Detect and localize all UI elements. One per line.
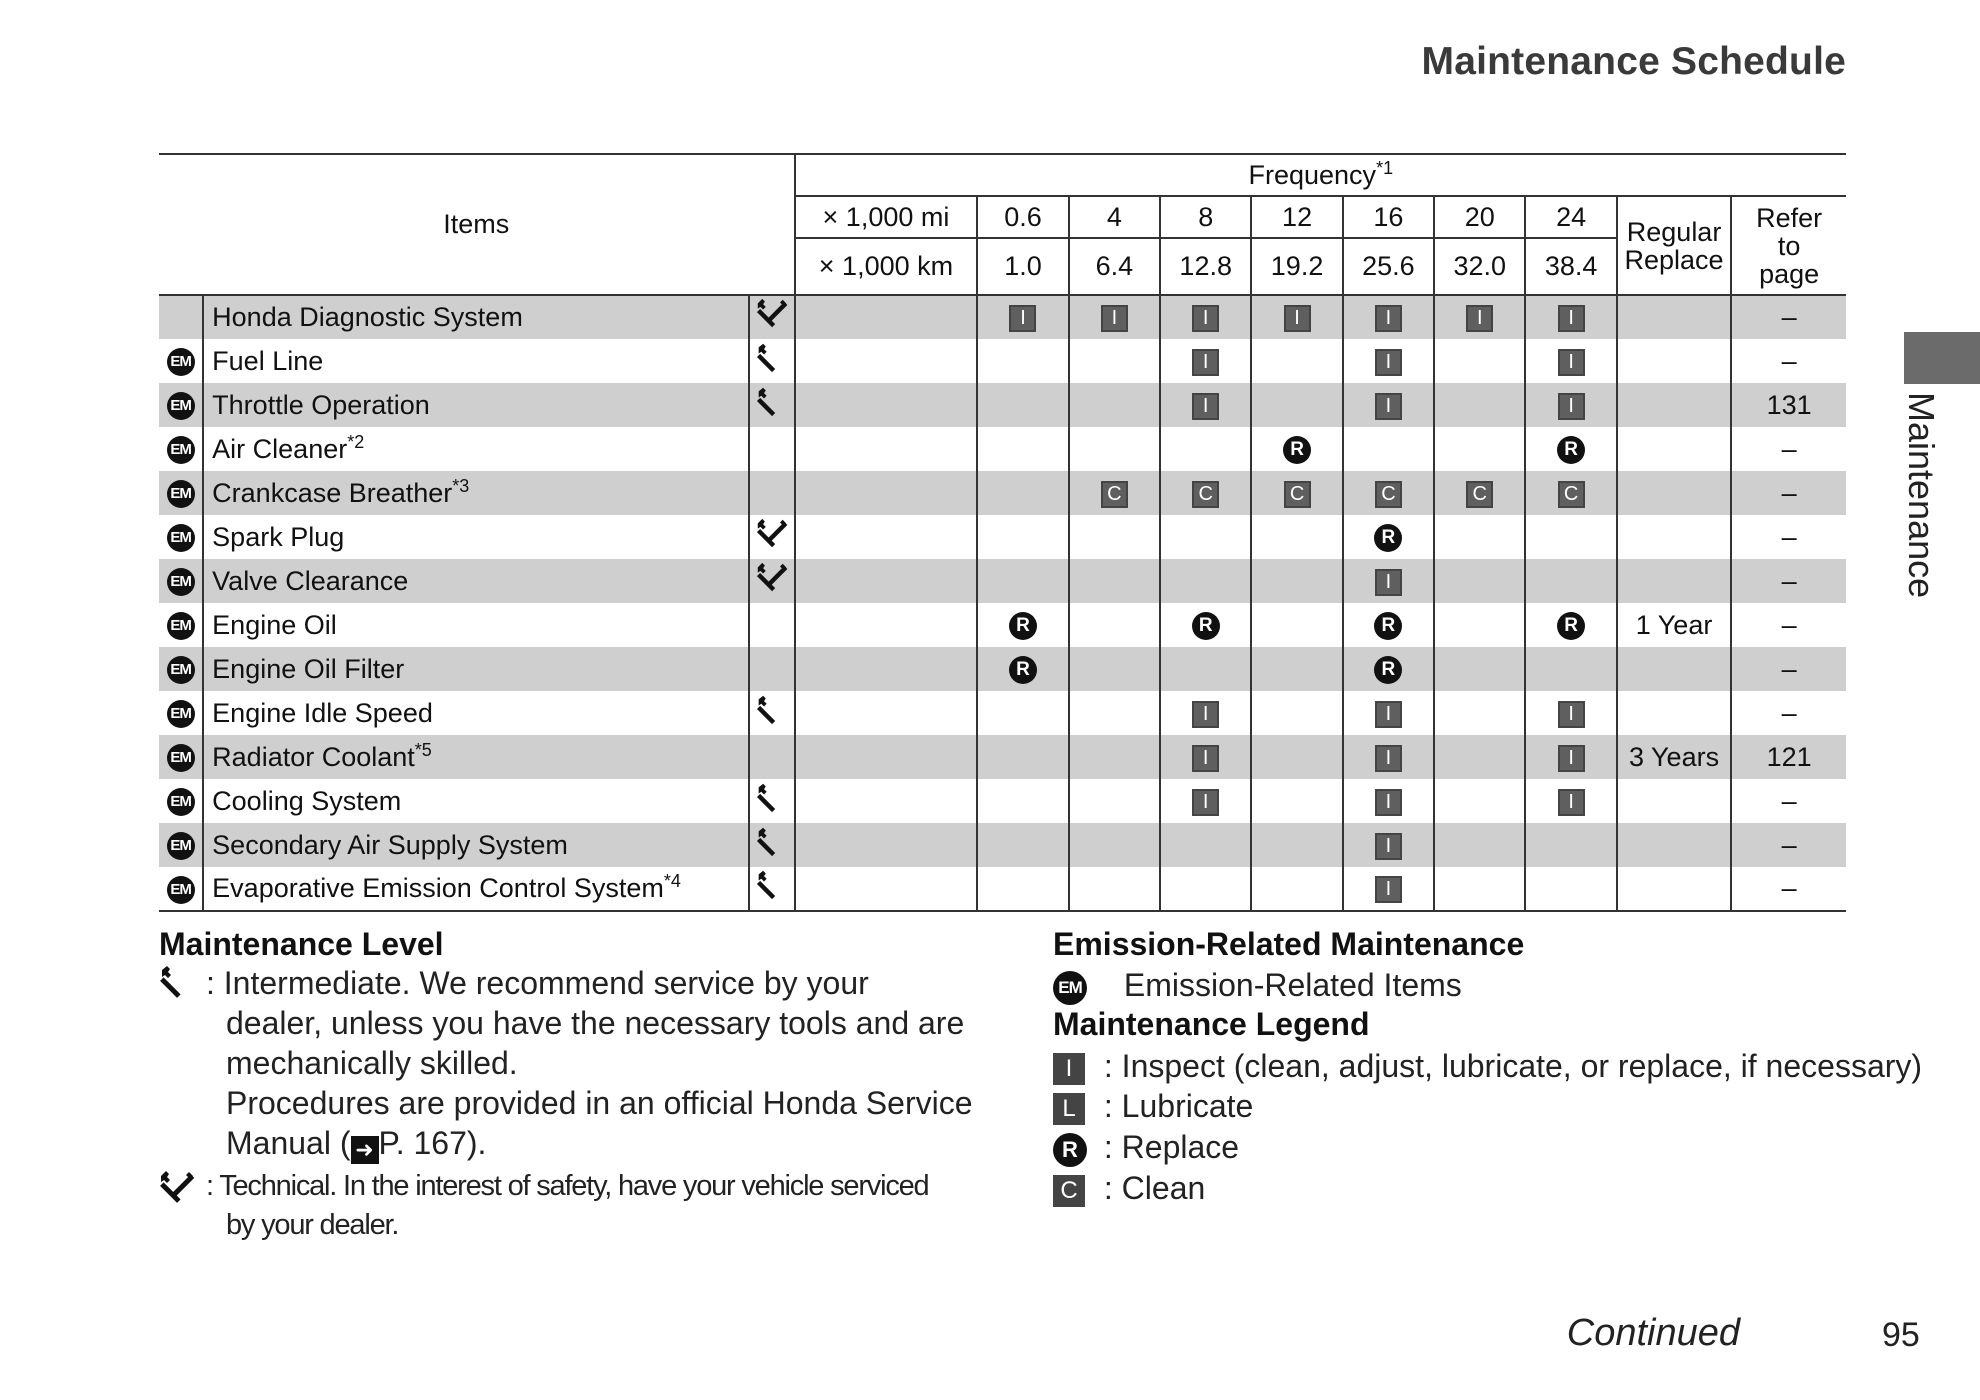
clean-icon: C xyxy=(1192,481,1219,508)
level-cell xyxy=(749,735,794,779)
unit-cell xyxy=(795,515,978,559)
regular-replace-cell xyxy=(1617,339,1731,383)
schedule-cell xyxy=(1525,383,1616,427)
emission-badge-icon: EM xyxy=(167,700,195,728)
item-name: Honda Diagnostic System xyxy=(203,295,749,339)
table-row xyxy=(159,427,1846,471)
schedule-cell xyxy=(1525,295,1616,339)
inspect-icon: I xyxy=(1558,393,1585,420)
item-name: Crankcase Breather$^{*3}$ xyxy=(203,471,749,515)
unit-cell xyxy=(795,867,978,911)
technical-tools-icon xyxy=(749,515,794,559)
intermediate-wrench-icon xyxy=(749,691,794,735)
table-row xyxy=(159,603,1846,647)
schedule-cell xyxy=(1525,339,1616,383)
schedule-cell xyxy=(1525,515,1616,559)
clean-icon: C xyxy=(1558,481,1585,508)
mi-value: 16 xyxy=(1343,196,1434,238)
regular-replace-cell xyxy=(1617,823,1731,867)
km-value: 32.0 xyxy=(1434,238,1525,295)
schedule-cell xyxy=(1251,735,1342,779)
schedule-cell xyxy=(1069,383,1160,427)
schedule-cell xyxy=(1434,823,1525,867)
schedule-cell xyxy=(1069,515,1160,559)
schedule-cell xyxy=(1160,471,1251,515)
emission-cell xyxy=(159,471,203,515)
schedule-cell xyxy=(1251,471,1342,515)
schedule-cell xyxy=(1434,867,1525,911)
table-row xyxy=(159,647,1846,691)
emission-badge-icon: EM xyxy=(167,436,195,464)
unit-km-label: × 1,000 km xyxy=(795,238,978,295)
item-name: Engine Oil xyxy=(203,603,749,647)
inspect-icon: I xyxy=(1375,569,1402,596)
inspect-icon: I xyxy=(1192,305,1219,332)
emission-badge-icon: EM xyxy=(167,612,195,640)
replace-icon: R xyxy=(1557,436,1585,464)
inspect-icon: I xyxy=(1558,745,1585,772)
inspect-icon: I xyxy=(1009,305,1036,332)
table-row xyxy=(159,383,1846,427)
refer-page-cell: – xyxy=(1731,867,1846,911)
item-name: Spark Plug xyxy=(203,515,749,559)
schedule-cell xyxy=(1343,867,1434,911)
table-row xyxy=(159,559,1846,603)
intermediate-wrench-icon xyxy=(749,339,794,383)
refer-page-cell: – xyxy=(1731,427,1846,471)
intermediate-wrench-icon xyxy=(749,867,794,911)
inspect-icon: I xyxy=(1375,349,1402,376)
table-row xyxy=(159,471,1846,515)
technical-tools-icon xyxy=(749,559,794,603)
page-number: 95 xyxy=(1882,1316,1920,1354)
intermediate-text-1: : Intermediate. We recommend service by your xyxy=(206,965,869,1001)
schedule-cell xyxy=(1343,691,1434,735)
regular-replace-cell xyxy=(1617,383,1731,427)
continued-label: Continued xyxy=(1566,1312,1740,1354)
emission-badge-icon: EM xyxy=(167,524,195,552)
schedule-cell xyxy=(1251,647,1342,691)
schedule-cell xyxy=(1343,603,1434,647)
schedule-cell xyxy=(1160,383,1251,427)
regular-replace-header: Regular Replace xyxy=(1617,196,1731,295)
schedule-cell xyxy=(1069,559,1160,603)
unit-cell xyxy=(795,823,978,867)
technical-text-1: : Technical. In the interest of safety, have your vehicle serviced xyxy=(206,1170,929,1202)
emission-cell xyxy=(159,295,203,339)
refer-page-cell: – xyxy=(1731,515,1846,559)
inspect-icon: I xyxy=(1558,305,1585,332)
table-row xyxy=(159,339,1846,383)
schedule-cell xyxy=(1343,515,1434,559)
replace-icon: R xyxy=(1557,612,1585,640)
schedule-cell xyxy=(1525,559,1616,603)
schedule-cell xyxy=(977,867,1068,911)
level-cell xyxy=(749,647,794,691)
table-row xyxy=(159,867,1846,911)
unit-mi-label: × 1,000 mi xyxy=(795,196,978,238)
schedule-cell xyxy=(977,691,1068,735)
schedule-cell xyxy=(1525,779,1616,823)
regular-replace-cell xyxy=(1617,559,1731,603)
mi-value: 0.6 xyxy=(977,196,1068,238)
schedule-cell xyxy=(1434,559,1525,603)
inspect-icon: I xyxy=(1375,393,1402,420)
legend-clean: C : Clean xyxy=(1053,1170,1205,1207)
inspect-icon: I xyxy=(1053,1053,1085,1085)
schedule-cell xyxy=(1434,427,1525,471)
replace-icon: R xyxy=(1374,524,1402,552)
unit-cell xyxy=(795,471,978,515)
emission-cell xyxy=(159,383,203,427)
refer-page-cell: – xyxy=(1731,603,1846,647)
schedule-cell xyxy=(1343,295,1434,339)
item-name: Secondary Air Supply System xyxy=(203,823,749,867)
inspect-icon: I xyxy=(1375,833,1402,860)
schedule-cell xyxy=(1069,735,1160,779)
manual-reference[interactable]: Manual ( ➜ P. 167). xyxy=(226,1125,487,1162)
item-name: Evaporative Emission Control System$^{*4}$ xyxy=(203,867,749,911)
schedule-cell xyxy=(1069,427,1160,471)
intermediate-text-4: Procedures are provided in an official Honda Service xyxy=(226,1085,973,1121)
intermediate-wrench-icon xyxy=(749,383,794,427)
schedule-cell xyxy=(1251,383,1342,427)
schedule-cell xyxy=(1160,735,1251,779)
refer-page-cell: – xyxy=(1731,295,1846,339)
table-row xyxy=(159,691,1846,735)
level-cell xyxy=(749,603,794,647)
inspect-icon: I xyxy=(1558,349,1585,376)
schedule-cell xyxy=(1525,603,1616,647)
schedule-cell xyxy=(1069,295,1160,339)
schedule-cell xyxy=(1160,427,1251,471)
schedule-cell xyxy=(1251,867,1342,911)
legend-lubricate: L : Lubricate xyxy=(1053,1088,1253,1125)
schedule-cell xyxy=(1434,603,1525,647)
refer-page-cell[interactable]: 131 xyxy=(1731,383,1846,427)
schedule-cell xyxy=(1160,867,1251,911)
schedule-cell xyxy=(977,339,1068,383)
schedule-cell xyxy=(977,295,1068,339)
schedule-cell xyxy=(1434,647,1525,691)
clean-icon: C xyxy=(1284,481,1311,508)
schedule-cell xyxy=(1343,823,1434,867)
schedule-cell xyxy=(1251,823,1342,867)
clean-icon: C xyxy=(1375,481,1402,508)
unit-cell xyxy=(795,779,978,823)
unit-cell xyxy=(795,603,978,647)
inspect-icon: I xyxy=(1558,701,1585,728)
legend-inspect: I : Inspect (clean, adjust, lubricate, or replace, if necessary) xyxy=(1053,1048,1922,1085)
emission-badge-icon: EM xyxy=(167,656,195,684)
intermediate-text-3: mechanically skilled. xyxy=(226,1045,518,1081)
table-row xyxy=(159,295,1846,339)
intermediate-level-icon xyxy=(159,964,195,1008)
intermediate-wrench-icon xyxy=(749,779,794,823)
schedule-cell xyxy=(1525,691,1616,735)
emission-title: Emission-Related Maintenance xyxy=(1053,926,1525,962)
schedule-cell xyxy=(977,779,1068,823)
schedule-cell xyxy=(1434,515,1525,559)
km-value: 25.6 xyxy=(1343,238,1434,295)
schedule-cell xyxy=(1343,471,1434,515)
schedule-cell xyxy=(1069,471,1160,515)
mi-value: 8 xyxy=(1160,196,1251,238)
intermediate-text-2: dealer, unless you have the necessary tools and are xyxy=(226,1005,965,1041)
replace-icon: R xyxy=(1009,612,1037,640)
regular-replace-cell xyxy=(1617,867,1731,911)
schedule-cell xyxy=(1160,295,1251,339)
schedule-cell xyxy=(1434,691,1525,735)
emission-cell xyxy=(159,515,203,559)
schedule-cell xyxy=(1434,735,1525,779)
lubricate-icon: L xyxy=(1053,1093,1085,1125)
inspect-icon: I xyxy=(1466,305,1493,332)
refer-page-cell: – xyxy=(1731,691,1846,735)
inspect-icon: I xyxy=(1192,701,1219,728)
emission-badge-icon: EM xyxy=(167,788,195,816)
regular-replace-cell xyxy=(1617,779,1731,823)
schedule-cell xyxy=(1251,427,1342,471)
km-value: 19.2 xyxy=(1251,238,1342,295)
refer-page-cell: – xyxy=(1731,779,1846,823)
regular-replace-cell xyxy=(1617,295,1731,339)
regular-replace-cell: 1 Year xyxy=(1617,603,1731,647)
item-name: Fuel Line xyxy=(203,339,749,383)
schedule-cell xyxy=(977,735,1068,779)
mi-value: 12 xyxy=(1251,196,1342,238)
replace-icon: R xyxy=(1283,436,1311,464)
unit-cell xyxy=(795,735,978,779)
item-name: Engine Oil Filter xyxy=(203,647,749,691)
inspect-icon: I xyxy=(1192,789,1219,816)
schedule-cell xyxy=(1251,339,1342,383)
emission-badge-icon: EM xyxy=(167,480,195,508)
schedule-cell xyxy=(1525,647,1616,691)
schedule-cell xyxy=(1434,339,1525,383)
frequency-header: Frequency$^{*1}$ xyxy=(795,154,1846,196)
km-value: 38.4 xyxy=(1525,238,1616,295)
schedule-cell xyxy=(1069,779,1160,823)
replace-icon: R xyxy=(1374,612,1402,640)
schedule-cell xyxy=(977,559,1068,603)
regular-replace-cell xyxy=(1617,647,1731,691)
table-row xyxy=(159,515,1846,559)
inspect-icon: I xyxy=(1375,745,1402,772)
schedule-cell xyxy=(977,823,1068,867)
unit-cell xyxy=(795,383,978,427)
schedule-cell xyxy=(977,515,1068,559)
schedule-cell xyxy=(1251,779,1342,823)
km-value: 12.8 xyxy=(1160,238,1251,295)
regular-replace-cell: 3 Years xyxy=(1617,735,1731,779)
schedule-cell xyxy=(1069,339,1160,383)
schedule-cell xyxy=(1160,691,1251,735)
replace-icon: R xyxy=(1192,612,1220,640)
emission-badge-icon: EM xyxy=(167,876,195,904)
refer-page-header: Refer to page xyxy=(1731,196,1846,295)
regular-replace-cell xyxy=(1617,471,1731,515)
regular-replace-cell xyxy=(1617,691,1731,735)
schedule-cell xyxy=(1343,647,1434,691)
schedule-cell xyxy=(1251,515,1342,559)
schedule-cell xyxy=(1069,647,1160,691)
schedule-cell xyxy=(1434,383,1525,427)
emission-badge-icon: EM xyxy=(167,392,195,420)
unit-cell xyxy=(795,647,978,691)
km-value: 6.4 xyxy=(1069,238,1160,295)
emission-badge-icon: EM xyxy=(167,348,195,376)
emission-cell xyxy=(159,735,203,779)
schedule-cell xyxy=(1160,339,1251,383)
emission-cell xyxy=(159,867,203,911)
item-name: Valve Clearance xyxy=(203,559,749,603)
emission-legend-item: EM Emission-Related Items xyxy=(1053,967,1462,1005)
replace-icon: R xyxy=(1009,656,1037,684)
schedule-cell xyxy=(1525,867,1616,911)
refer-page-cell: – xyxy=(1731,339,1846,383)
refer-page-cell[interactable]: 121 xyxy=(1731,735,1846,779)
schedule-cell xyxy=(977,471,1068,515)
schedule-cell xyxy=(1525,823,1616,867)
item-name: Air Cleaner$^{*2}$ xyxy=(203,427,749,471)
inspect-icon: I xyxy=(1192,745,1219,772)
unit-cell xyxy=(795,427,978,471)
schedule-cell xyxy=(1251,559,1342,603)
schedule-cell xyxy=(1343,427,1434,471)
item-name: Throttle Operation xyxy=(203,383,749,427)
unit-cell xyxy=(795,295,978,339)
schedule-cell xyxy=(977,603,1068,647)
unit-cell xyxy=(795,559,978,603)
refer-page-cell: – xyxy=(1731,823,1846,867)
emission-cell xyxy=(159,647,203,691)
schedule-cell xyxy=(1525,471,1616,515)
refer-page-cell: – xyxy=(1731,647,1846,691)
emission-cell xyxy=(159,823,203,867)
inspect-icon: I xyxy=(1375,305,1402,332)
emission-cell xyxy=(159,779,203,823)
clean-icon: C xyxy=(1053,1175,1085,1207)
page-title: Maintenance Schedule xyxy=(1421,40,1846,83)
schedule-cell xyxy=(1434,471,1525,515)
refer-page-cell: – xyxy=(1731,471,1846,515)
table-row xyxy=(159,735,1846,779)
regular-replace-cell xyxy=(1617,515,1731,559)
schedule-cell xyxy=(1525,427,1616,471)
schedule-cell xyxy=(977,383,1068,427)
schedule-cell xyxy=(1160,559,1251,603)
clean-icon: C xyxy=(1101,481,1128,508)
emission-badge-icon: EM xyxy=(1053,971,1087,1005)
emission-badge-icon: EM xyxy=(167,568,195,596)
schedule-cell xyxy=(1160,823,1251,867)
table-row xyxy=(159,779,1846,823)
km-value: 1.0 xyxy=(977,238,1068,295)
schedule-cell xyxy=(1343,339,1434,383)
inspect-icon: I xyxy=(1101,305,1128,332)
section-tab-label: Maintenance xyxy=(1901,392,1942,599)
schedule-cell xyxy=(1343,735,1434,779)
page-ref-arrow-icon: ➜ xyxy=(351,1136,379,1164)
inspect-icon: I xyxy=(1192,393,1219,420)
technical-tools-icon xyxy=(749,295,794,339)
inspect-icon: I xyxy=(1558,789,1585,816)
emission-cell xyxy=(159,603,203,647)
replace-icon: R xyxy=(1374,656,1402,684)
mi-value: 24 xyxy=(1525,196,1616,238)
mi-value: 20 xyxy=(1434,196,1525,238)
items-header: Items xyxy=(159,154,795,295)
schedule-cell xyxy=(1343,383,1434,427)
schedule-cell xyxy=(1160,515,1251,559)
inspect-icon: I xyxy=(1375,701,1402,728)
level-cell xyxy=(749,427,794,471)
schedule-cell xyxy=(1251,691,1342,735)
schedule-cell xyxy=(1069,603,1160,647)
unit-cell xyxy=(795,691,978,735)
unit-cell xyxy=(795,339,978,383)
maintenance-level-title: Maintenance Level xyxy=(159,926,444,962)
schedule-cell xyxy=(1434,295,1525,339)
schedule-cell xyxy=(1343,779,1434,823)
inspect-icon: I xyxy=(1375,876,1402,903)
intermediate-wrench-icon xyxy=(749,823,794,867)
inspect-icon: I xyxy=(1192,349,1219,376)
schedule-cell xyxy=(1251,295,1342,339)
item-name: Engine Idle Speed xyxy=(203,691,749,735)
schedule-cell xyxy=(1343,559,1434,603)
schedule-cell xyxy=(1160,779,1251,823)
inspect-icon: I xyxy=(1284,305,1311,332)
regular-replace-cell xyxy=(1617,427,1731,471)
level-cell xyxy=(749,471,794,515)
emission-badge-icon: EM xyxy=(167,832,195,860)
schedule-cell xyxy=(1251,603,1342,647)
schedule-cell xyxy=(1160,603,1251,647)
mi-value: 4 xyxy=(1069,196,1160,238)
schedule-cell xyxy=(1525,735,1616,779)
schedule-cell xyxy=(1069,691,1160,735)
emission-cell xyxy=(159,559,203,603)
technical-level-icon xyxy=(159,1170,195,1214)
legend-replace: R : Replace xyxy=(1053,1129,1239,1167)
emission-cell xyxy=(159,339,203,383)
item-name: Cooling System xyxy=(203,779,749,823)
section-tab xyxy=(1904,332,1980,384)
technical-text-2: by your dealer. xyxy=(226,1209,399,1241)
schedule-cell xyxy=(977,647,1068,691)
inspect-icon: I xyxy=(1375,789,1402,816)
refer-page-cell: – xyxy=(1731,559,1846,603)
schedule-cell xyxy=(977,427,1068,471)
emission-cell xyxy=(159,427,203,471)
schedule-cell xyxy=(1069,867,1160,911)
clean-icon: C xyxy=(1466,481,1493,508)
schedule-cell xyxy=(1069,823,1160,867)
table-row xyxy=(159,823,1846,867)
item-name: Radiator Coolant$^{*5}$ xyxy=(203,735,749,779)
replace-icon: R xyxy=(1053,1133,1087,1167)
emission-cell xyxy=(159,691,203,735)
legend-title: Maintenance Legend xyxy=(1053,1006,1370,1042)
schedule-cell xyxy=(1160,647,1251,691)
schedule-cell xyxy=(1434,779,1525,823)
maintenance-schedule-table xyxy=(159,153,1846,912)
emission-badge-icon: EM xyxy=(167,744,195,772)
